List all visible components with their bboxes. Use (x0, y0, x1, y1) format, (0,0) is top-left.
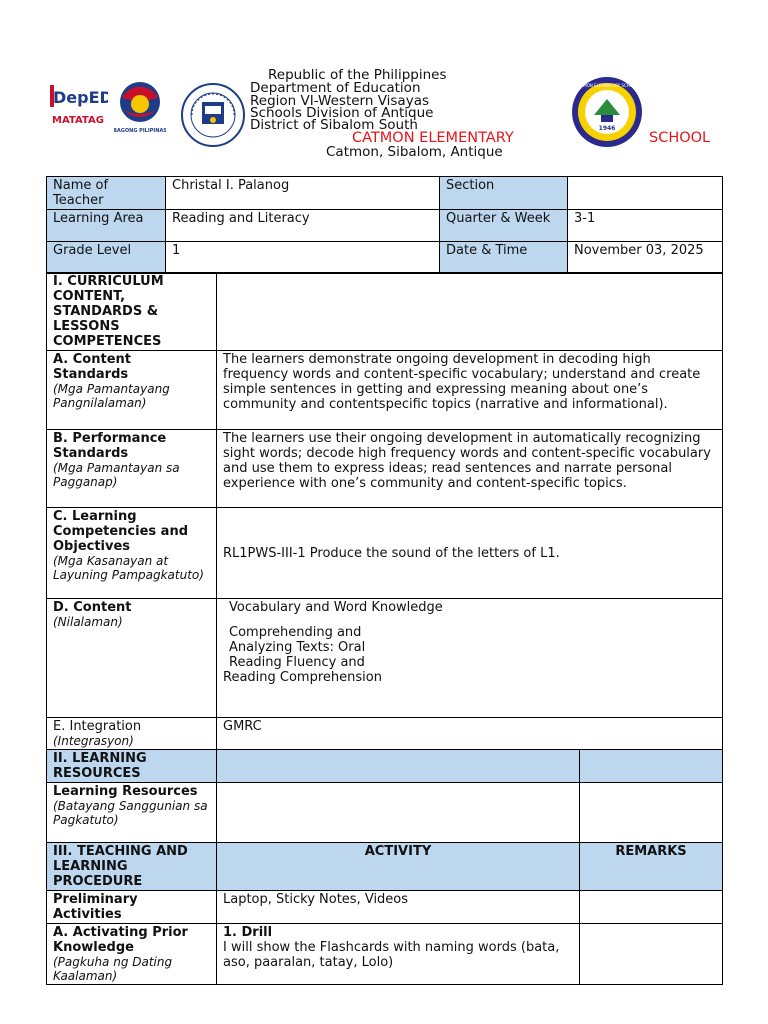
svg-text:BAGONG PILIPINAS: BAGONG PILIPINAS (114, 128, 166, 134)
content-standards-sub: (Mga Pamantayang Pangnilalaman) (53, 382, 170, 410)
content-standards-label-cell (47, 351, 217, 430)
performance-standards-label: B. Performance Standards (53, 431, 167, 461)
resources-label-cell (47, 783, 217, 843)
resources-remarks-blank (580, 783, 723, 843)
content-line-4: Reading Fluency and (229, 655, 365, 670)
integration-sub: (Integrasyon) (53, 734, 134, 748)
prior-knowledge-label: A. Activating Prior Knowledge (53, 925, 188, 955)
activity-header: ACTIVITY (217, 843, 580, 891)
quarter-label: Quarter & Week (440, 210, 568, 242)
header-line-5: District of Sibalom South (250, 117, 418, 133)
school-name-right: SCHOOL (649, 130, 711, 146)
content-label: D. Content (53, 600, 132, 615)
svg-text:DepED: DepED (53, 88, 108, 107)
curriculum-heading-blank (217, 273, 723, 351)
date-label: Date & Time (440, 242, 568, 274)
resources-heading-blank-2 (580, 750, 723, 783)
lesson-plan-table (46, 272, 723, 985)
integration-label-cell (47, 718, 217, 750)
content-text-cell (217, 599, 723, 718)
drill-cell (217, 924, 580, 985)
preliminary-remarks (580, 891, 723, 924)
section-label: Section (440, 177, 568, 210)
prior-knowledge-sub: (Pagkuha ng Dating Kaalaman) (53, 955, 173, 983)
content-line-2: Comprehending and (229, 625, 362, 640)
competencies-label-cell (47, 508, 217, 599)
resources-heading-blank (217, 750, 580, 783)
content-line-5: Reading Comprehension (223, 670, 382, 685)
content-standards-text: The learners demonstrate ongoing development in decoding high frequency words and content-specific vocabulary; understand and create simple sentences in getting and expressing meaning about one’s community and contentspecific topics (narrative and informational). (217, 351, 723, 430)
svg-text:CATMON ELEMENTARY SCHOOL: CATMON ELEMENTARY SCHOOL (575, 83, 639, 88)
school-name-left: CATMON ELEMENTARY (352, 130, 514, 146)
deped-seal-logo (180, 82, 246, 148)
preliminary-label: Preliminary Activities (47, 891, 217, 924)
school-seal-logo (570, 75, 644, 149)
integration-text: GMRC (217, 718, 723, 750)
header-line-3: Region VI-Western Visayas (250, 93, 429, 109)
grade-label: Grade Level (47, 242, 166, 274)
prior-knowledge-label-cell (47, 924, 217, 985)
learning-area-label: Learning Area (47, 210, 166, 242)
header-line-4: Schools Division of Antique (250, 105, 434, 121)
drill-title: 1. Drill (223, 925, 273, 940)
svg-text:1946: 1946 (598, 125, 616, 132)
content-standards-label: A. Content Standards (53, 352, 131, 382)
resources-label: Learning Resources (53, 784, 198, 799)
performance-standards-text: The learners use their ongoing development in automatically recognizing sight words; decode high frequency words and content-specific vocabulary and use them to express ideas; read sentences and narrate personal experience with one’s community and content-specific topics. (217, 430, 723, 508)
content-line-3: Analyzing Texts: Oral (229, 640, 366, 655)
school-address: Catmon, Sibalom, Antique (326, 144, 503, 160)
content-label-cell (47, 599, 217, 718)
resources-activity-blank (217, 783, 580, 843)
preliminary-text: Laptop, Sticky Notes, Videos (217, 891, 580, 924)
svg-text:MATATAG: MATATAG (52, 115, 104, 126)
section-value (568, 177, 723, 210)
teacher-info-table (46, 176, 723, 274)
curriculum-heading: I. CURRICULUM CONTENT, STANDARDS & LESSONS COMPETENCES (47, 273, 217, 351)
procedure-heading: III. TEACHING AND LEARNING PROCEDURE (47, 843, 217, 891)
drill-text: I will show the Flashcards with naming words (bata, aso, paaralan, tatay, Lolo) (223, 940, 560, 970)
bagong-pilipinas-logo (114, 80, 166, 136)
resources-heading: II. LEARNING RESOURCES (47, 750, 217, 783)
teacher-label: Name of Teacher (47, 177, 166, 210)
content-sub: (Nilalaman) (53, 615, 123, 629)
remarks-header: REMARKS (580, 843, 723, 891)
grade-value: 1 (166, 242, 440, 274)
teacher-value: Christal I. Palanog (166, 177, 440, 210)
performance-standards-sub: (Mga Pamantayan sa Pagganap) (53, 461, 180, 489)
resources-sub: (Batayang Sanggunian sa Pagkatuto) (53, 799, 208, 827)
competencies-text: RL1PWS-III-1 Produce the sound of the letters of L1. (217, 508, 723, 599)
quarter-value: 3-1 (568, 210, 723, 242)
date-value: November 03, 2025 (568, 242, 723, 274)
learning-area-value: Reading and Literacy (166, 210, 440, 242)
competencies-sub: (Mga Kasanayan at Layuning Pampagkatuto) (53, 554, 204, 582)
content-line-1: Vocabulary and Word Knowledge (229, 600, 443, 615)
header-line-2: Department of Education (250, 80, 421, 96)
performance-standards-label-cell (47, 430, 217, 508)
header-line-1: Republic of the Philippines (268, 67, 447, 83)
integration-label: E. Integration (53, 719, 142, 734)
deped-matatag-logo (50, 85, 108, 133)
competencies-label: C. Learning Competencies and Objectives (53, 509, 189, 554)
prior-knowledge-remarks (580, 924, 723, 985)
